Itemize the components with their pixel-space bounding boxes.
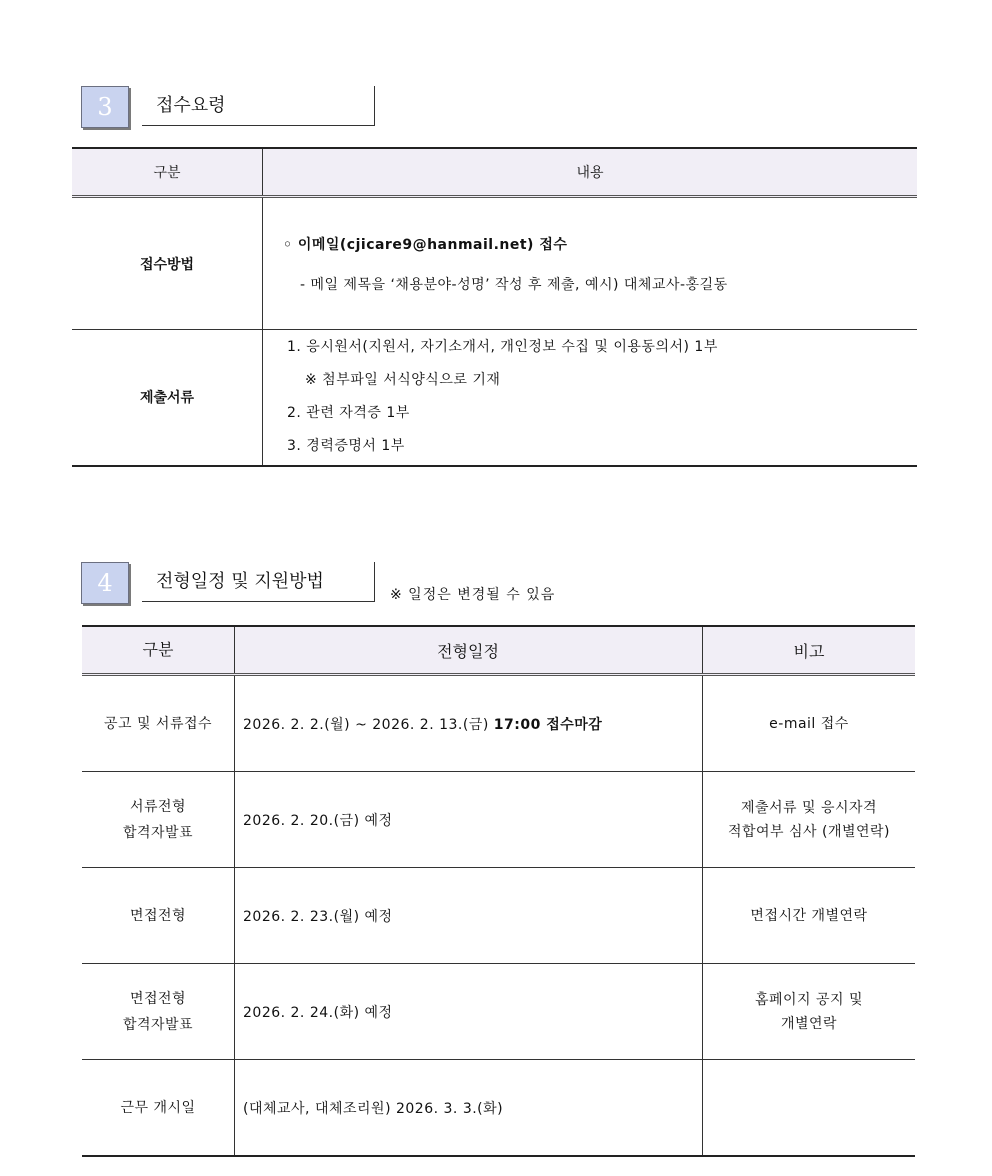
header-category: 구분 [72,148,263,197]
table-row [72,330,917,466]
remark-cell: 면접시간 개별연락 [703,868,916,964]
section-number-badge: 4 [81,562,129,604]
table-row [82,772,915,868]
section-title: 접수요령 [142,86,375,126]
header-schedule: 전형일정 [235,626,703,675]
remark-cell: 제출서류 및 응시자격 적합여부 심사 (개별연락) [703,772,916,868]
document-note: ※ 첨부파일 서식양식으로 기재 [305,372,501,389]
table-header-row [72,148,917,197]
section-number-badge: 3 [81,86,129,128]
remark-cell: e-mail 접수 [703,675,916,772]
application-method-table [72,147,917,467]
row-label: 접수방법 [72,197,263,330]
schedule-cell: (대체교사, 대체조리원) 2026. 3. 3.(화) [235,1060,703,1157]
document-item: 3. 경력증명서 1부 [287,438,405,455]
table-row [72,197,917,330]
category-cell: 면접전형 합격자발표 [82,964,235,1060]
schedule-cell: 2026. 2. 2.(월) ~ 2026. 2. 13.(금) 17:00 접수마감 [235,675,703,772]
email-line: ◦ 이메일(cjicare9@hanmail.net) 접수 [283,236,568,253]
schedule-cell: 2026. 2. 23.(월) 예정 [235,868,703,964]
table-header-row [82,626,915,675]
category-cell: 면접전형 [82,868,235,964]
document-item: 2. 관련 자격증 1부 [287,405,410,422]
schedule-cell: 2026. 2. 24.(화) 예정 [235,964,703,1060]
section-title: 전형일정 및 지원방법 [142,562,375,602]
row-label: 제출서류 [72,330,263,466]
schedule-cell: 2026. 2. 20.(금) 예정 [235,772,703,868]
table-row [82,964,915,1060]
header-content: 내용 [263,148,918,197]
header-category: 구분 [82,626,235,675]
row-content [263,330,918,466]
category-cell: 공고 및 서류접수 [82,675,235,772]
table-row [82,1060,915,1157]
remark-cell [703,1060,916,1157]
schedule-change-note: ※ 일정은 변경될 수 있음 [390,587,556,603]
header-remark: 비고 [703,626,916,675]
table-row [82,675,915,772]
email-subject-note: - 메일 제목을 ‘채용분야-성명’ 작성 후 제출, 예시) 대체교사-홍길동 [295,276,728,293]
deadline-text: 17:00 접수마감 [493,716,603,733]
table-row [82,868,915,964]
category-cell: 서류전형 합격자발표 [82,772,235,868]
category-cell: 근무 개시일 [82,1060,235,1157]
document-item: 1. 응시원서(지원서, 자기소개서, 개인정보 수집 및 이용동의서) 1부 [287,339,718,356]
remark-cell: 홈페이지 공지 및 개별연락 [703,964,916,1060]
row-content [263,197,918,330]
schedule-table [82,625,915,1157]
